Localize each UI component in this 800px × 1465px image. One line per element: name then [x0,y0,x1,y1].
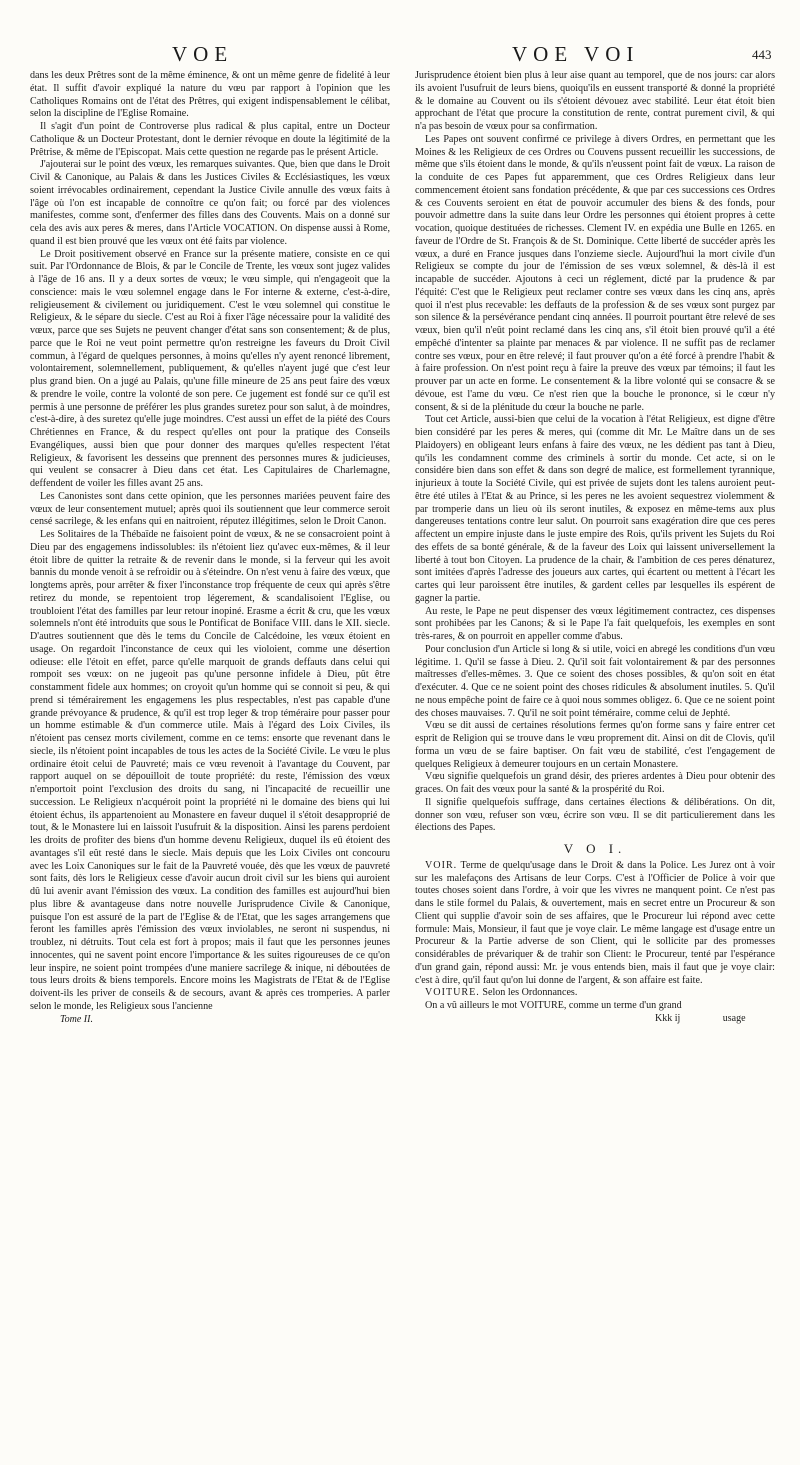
paragraph: On a vû ailleurs le mot VOITURE, comme un terme d'un grand [425,1000,682,1011]
entry-text: Terme de quelqu'usage dans le Droit & dans la Police. Les Jurez ont à voir sur les malefaçons des Artisans de leur Corps. C'est à l'Officier de Police à voir que toutes choses soient dans l'ordre, à voir que les vivres ne manquent point. Ce n'est pas dans le stile formel du Palais, & ouvertement, mais en secret entre un Procureur & son Client qui supplie d'avoir soin de ses affaires, que le Procureur lui répond avec cette formule: Mais, Monsieur, il faut que je voye clair. Le même langage est d'usage entre un Procureur & la Partie adverse de son Client, qui le sollicite par des promesses considérables de prévariquer & de trahir son Client: le Procureur, tenté par l'espérance d'un grand gain, répond aussi: Mr. je vous entends bien, mais il faut que je voye clair: c'est à dire, qu'il faut qu'on lui donne de l'argent, & son affaire est faite. [415,859,775,986]
paragraph: Les Papes ont souvent confirmé ce privilege à divers Ordres, en permettant que les Moines & les Religieux de ces Ordres ou Couvens pussent recueillir les successions, de même que s'ils étoient dans le monde, & qu'ils n'eussent point fait de vœux. La raison de la conduite de ces Papes fut apparemment, que ces Ordres Religieux dans leur commencement étoient sans fondation précédente, & que par ces successions ces Ordres & ces Couvents seroient en état de pouvoir accumuler des biens & des fonds, pour pouvoir admettre dans la suite dans leur Ordre les personnes qui étoient propres à cette vocation, quoique destituées de richesses. Clement IV. en expédia une Bulle en 1265. en faveur de l'Ordre de St. François & de St. Dominique. Cette liberté de succéder après les vœux, a duré en France jusques dans l'onzieme siecle. Aujourd'hui la mort civile d'un Religieux se compte du jour de l'émission de ses vœux solemnel, & dès-là il est incapable de succéder. Ajoutons à ceci un réglement, dicté par la prudence & par l'équité: C'est que le Religieux peut reclamer contre ses vœux dans les cinq ans, après quoi il n'est plus recevable: les deffauts de la profession & de ses vœux sont purgez par son silence & la persévérance pendant cinq années. Il pourroit pourtant être relevé de ses vœux, bien qu'il n'eût point reclamé dans les cinq ans, s'il étoit bien prouvé qu'il a été empêché d'intenter sa plainte par menaces & par violence. Il ne suffit pas de reclamer contre ses vœux, pour en être relevé; il faut prouver qu'on a été forcé à prendre l'habit & à faire profession. On n'est point reçu à faire la preuve des vœux par témoins; il faut les prouver par un acte en forme. Le consentement & la libre volonté qui se consacre & se dévoue, est l'ame du vœu. Ce n'est rien que la bouche le prononce, si le cœur n'y consent, & si de la plénitude du cœur la bouche ne parle. [415,133,775,413]
signature-line [30,1014,390,1027]
paragraph: dans les deux Prêtres sont de la même éminence, & ont un même genre de fidelité à leur état. Il suffit d'avoir expliqué la nature du vœu par rapport à l'opinion que les Catholiques Romains ont de l'état des Prêtres, qui exigent indispensablement le célibat, selon la discipline de l'Eglise Romaine. [30,70,390,120]
gathering-signature: Kkk ij [655,1012,681,1024]
running-head-left: VOE [172,42,234,66]
entry-voir [415,860,775,988]
entry-text: Selon les Ordonnances. [482,987,578,999]
entry-headword: VOITURE. [425,987,480,999]
volume-signature: Tome II. [60,1013,93,1025]
section-heading: V O I. [563,841,627,856]
entry-headword: VOIR. [425,859,458,871]
catchword: usage [722,1012,746,1024]
signature-line [415,1013,775,1026]
paragraph: Vœu se dit aussi de certaines résolutions fermes qu'on forme sans y faire entrer cet esprit de Religion qui se trouve dans le vœu proprement dit. Ainsi on dit de Clovis, qu'il forma un vœu de se faire baptiser. On fait vœu de stabilité, c'est l'engagement de quelques Religieux à demeurer toujours en un certain Monastere. [415,720,775,770]
paragraph: Pour conclusion d'un Article si long & si utile, voici en abregé les conditions d'un vœu légitime. 1. Qu'il se fasse à Dieu. 2. Qu'il soit fait volontairement & par des personnes maîtresses d'elles-mêmes. 3. Que ce soient des choses possibles, & qu'on soit en état d'exécuter. 4. Que ce ne soient point des choses ridicules & absolument inutiles. 5. Qu'il ne nous empêche point de faire ce à quoi nous sommes obligez. 6. Que ce ne soient point des choses mauvaises. 7. Qu'il ne soit point téméraire, comme celui de Jephté. [415,643,775,719]
paragraph: Les Canonistes sont dans cette opinion, que les personnes mariées peuvent faire des vœux de leur consentement mutuel; après quoi ils soutiennent que leur commerce seroit censé sacrilege, & les enfans qui en naitroient, réputez illégitimes, selon le Droit Canon. [30,490,390,528]
paragraph: Le Droit positivement observé en France sur la présente matiere, consiste en ce qui suit. Par l'Ordonnance de Blois, & par le Concile de Trente, les vœux sont jugez valides à l'âge de 16 ans. Il y a deux sortes de vœux; le vœu simple, qui n'engageoit que la conscience: mais le vœu solemnel engage dans le For interne & externe, c'est-à-dire, religieusement & civilement ou juridiquement. C'est le vœu solemnel qui constitue le Religieux, & le sépare du siecle. C'est au Roi à fixer l'âge nécessaire pour la validité des vœux, parce que ses Sujets ne peuvent changer d'état sans son consentement; & de plus, parce que le Roi ne veut point permettre qu'on restreigne les faveurs du Droit Civil commun, à l'égard de quelques personnes, à moins qu'elles n'y ayent renoncé librement, volontairement, solemnellement, publiquement, & qu'elles n'ayent jugé que c'est leur plus grand bien. On a jugé au Palais, qu'une fille mineure de 25 ans peut faire des vœux & prendre le voile, contre la volonté de son pere. Ce jugement est fondé sur ce qu'il est permis à une personne de préférer les plus grandes suretez pour son salut, à de moindres, c'est-à-dire, à des suretez qu'elle juge moindres. C'est aussi un effet de la piété des Cours Chrétiennes en France, & du respect qu'elles ont pour la pratique des Conseils Evangéliques, aussi bien que pour donner des marques qu'elles respectent l'état Religieux, & favorisent les desseins que prennent des personnes mures & judicieuses, qui veulent se consacrer à Dieu dans cet état. Les Capitulaires de Charlemagne, deffendent de voiler les filles avant 25 ans. [30,248,390,489]
paragraph: Vœu signifie quelquefois un grand désir, des prieres ardentes à Dieu pour obtenir des graces. On fait des vœux pour la santé & la prospérité du Roi. [415,771,775,795]
entry-voiture [415,987,775,1000]
paragraph: J'ajouterai sur le point des vœux, les remarques suivantes. Que, bien que dans le Droit Civil & Canonique, au Palais & dans les Justices Civiles & Ecclésiastiques, les vœux soient irrévocables ordinairement, cependant la Justice Civile annulle des vœux faits à l'âge où l'on est incapable de connoître ce qu'on fait; ou forcé par des violences manifestes, comme sont, d'enfermer des filles dans des Couvents. Mais on a donné sur cela des avis aux peres & meres, dans l'Article VOCATION. On dispense aussi à Rome, quand il est bien prouvé que les vœux ont été faits par violence. [30,159,390,247]
paragraph: Jurisprudence étoient bien plus à leur aise quant au temporel, que de nos jours: car alors ils avoient l'usufruit de leurs biens, quoiqu'ils en eussent transporté & donné la propriété & le domaine au Couvent ou ils s'étoient dévouez avec stabilité. Leur état étoit bien approchant de l'état que procure la constitution de rente, contrat purement civil, & qui n'a pas besoin de vœux pour sa confirmation. [415,70,775,132]
paragraph: Il signifie quelquefois suffrage, dans certaines élections & délibérations. On dit, donner son vœu, refuser son vœu, écrire son vœu. Il se dit particulierement dans les élections des Papes. [415,796,775,834]
right-column [415,70,775,1026]
paragraph: Les Solitaires de la Thébaïde ne faisoient point de vœux, & ne se consacroient point à Dieu par des engagemens indissolubles: ils n'étoient liez qu'avec eux-mêmes, & il leur étoit libre de quitter la retraite & de revenir dans le monde, si la ferveur qui les avoit bannis du monde venoit à se refroidir ou à s'éteindre. On n'est venu à faire des vœux, que longtems après, pour arrêter & fixer l'inconstance trop fréquente de ceux qui après s'être retirez du monde, se repentoient trop légerement, & scandalisoient l'Eglise, ou troubloient l'état des familles par leur retour inopiné. Erasme a écrit & cru, que les vœux solemnels n'ont été introduits que sous le Pontificat de Boniface VIII. dans le XII. siecle. D'autres soutiennent que dès le tems du Concile de Calcédoine, les vœux étoient en usage. On regardoit l'inconstance de ceux qui les violoient, comme une désertion odieuse: elle l'étoit en effet, parce qu'elle marquoit de grands deffauts dans celui qui rompoit ses vœux: on ne jugeoit pas qu'une personne infidele à Dieu, pût être constamment fidele aux hommes; on croyoit qu'un homme qui se connoit si peu, & qui prend si témérairement les engagemens les plus respectables, n'est pas capable d'une grande prévoyance & prudence, & qu'il est trop leger & trop téméraire pour passer pour un homme estimable & d'un commerce utile. Mais à l'égard des Loix Civiles, ils n'étoient pas censez morts civilement, comme en ce tems: ensorte que revenant dans le siecle, ils n'étoient point incapables de tous les actes de la Société Civile. Le vœu le plus ordinaire étoit celui de Pauvreté; mais ce vœu revenoit à l'avantage du Couvent, par rapport auquel on se dépouilloit de toute propriété: du reste, l'émission des vœux n'emportoit point l'exclusion des droits du sang, ni l'incapacité de recueillir une succession. Le Religieux n'acquéroit point la propriété ni le domaine des biens qui lui étoient échus, ils appartenoient au Monastere en faveur duquel il s'étoit desapproprié de tout, & le Monastere lui en laissoit l'usufruit & la disposition. Ainsi les parens perdoient les droits de profiter des biens d'un homme devenu Religieux, duquel ils eû étoient des avantages s'il eût resté dans le siecle. Mais depuis que les Loix Civiles ont concouru avec les Loix Canoniques sur le fait de la Pauvreté vouée, dès que les vœux de pauvreté sont faits, dès lors le Religieux cesse d'avoir aucun droit civil sur les biens qui auroient dû lui avenir avant l'émission des vœux. La condition des familles est aujourd'hui bien plus libre & avantageuse dans notre nouvelle Jurisprudence Civile & Canonique, puisque l'on est assuré de la part de l'Eglise & de l'Etat, que les sages arrangemens que feront les familles après l'émission des vœux inviolables, ne seront ni suspendus, ni troublez, ni détruits. Tout cela est fort à propos; mais il faut que les personnes jeunes innocentes, qui ne savent point encore l'importance & les suites rigoureuses de ce qu'on leur inspire, ne soient point trompées d'une maniere sacrilege & inique, ni déboutées de tous leurs droits & biens temporels. Encore moins les Magistrats de l'Etat & de l'Eglise doivent-ils les priver de conseils & de secours, avant & après ces tromperies. A parler selon le monde, les Religieux sous l'ancienne [30,529,390,1012]
page-number: 443 [752,47,772,62]
left-column [30,70,390,1026]
paragraph: Il s'agit d'un point de Controverse plus radical & plus capital, entre un Docteur Catholique & un Docteur Protestant, dont le dernier révoque en doute la légitimité de la Prêtrise, & même de l'Episcopat. Mais cette question ne regarde pas le présent Article. [30,121,390,158]
paragraph: Au reste, le Pape ne peut dispenser des vœux légitimement contractez, ces dispenses sont prohibées par les Canons; & si le Pape l'a fait quelquefois, les exemples en sont très-rares, & on pourroit en appeller comme d'abus. [415,605,775,642]
running-head-right: VOE VOI [512,42,640,66]
paragraph: Tout cet Article, aussi-bien que celui de la vocation à l'état Religieux, est digne d'être bien considéré par les peres & meres, qui (comme dit Mr. Le Maître dans un de ses Plaidoyers) en obligeant leurs enfans à faire des vœux, ne les dédient pas tant à Dieu, qu'ils les condamnent comme des criminels à sortir du monde. Cet acte, si on le considére bien dans son effet & dans son degré de malice, est formellement tyrannique, injurieux à toute la Société Civile, qui est privée de sujets dont les talens auroient peut-être été utiles à l'Etat & au Prince, si les peres ne les avoient sequestrez violemment & par tromperie dans un lieu où ils seront inutiles, & exposez en même-tems aux plus dangereuses tentations contre leur salut. On pourroit sans exagération dire que ces peres affectent un empire injuste dans le juste empire des Rois, qu'ils privent les Sujets du Roi des effets de sa bonté générale, & de la faveur des Loix qui laissent universellement la liberté à tout bon Citoyen. La prudence de la chair, & l'ambition de ces peres dénaturez, sont imitées d'après l'adresse des joueurs aux cartes, qui écartent ou mettent à l'écart les cartes qui leur paroissent être inutiles, & gardent celles par lesquelles ils espérent de gagner la partie. [415,414,775,604]
